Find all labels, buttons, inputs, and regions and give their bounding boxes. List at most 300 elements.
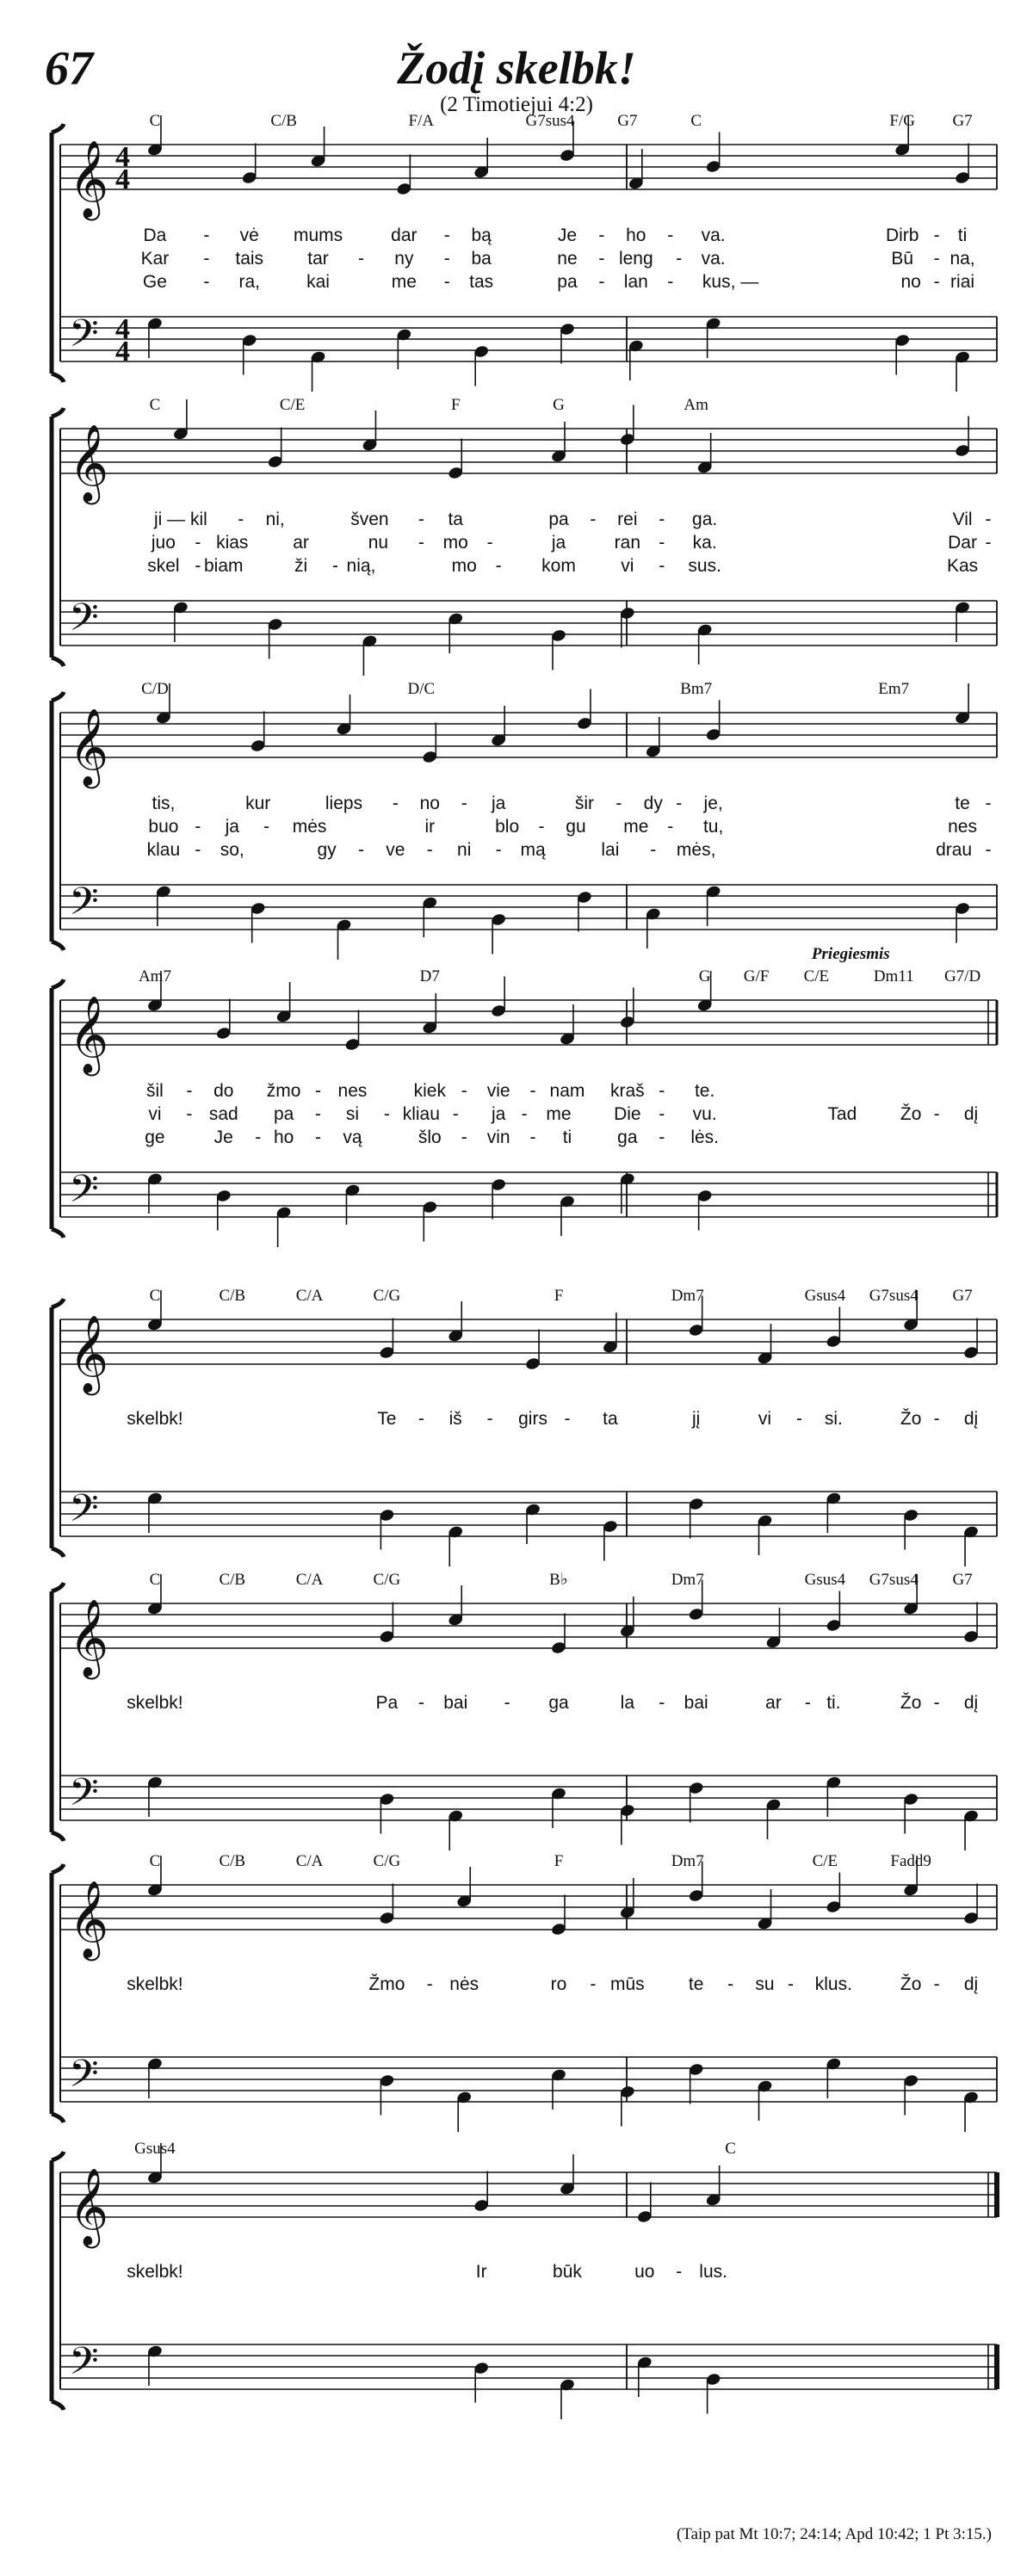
lyric-syllable: - <box>933 1409 940 1429</box>
lyric-syllable: - <box>186 1104 193 1124</box>
lyric-syllable: ge <box>145 1127 165 1147</box>
lyric-syllable: me <box>391 272 417 292</box>
lyric-syllable: - <box>186 1081 193 1101</box>
lyric-syllable: mės, <box>676 840 716 860</box>
lyric-syllable: juo <box>151 533 176 553</box>
lyric-syllable: - <box>315 1081 322 1101</box>
lyric-syllable: bai <box>684 1693 708 1713</box>
time-signature-top: 4 <box>115 313 130 345</box>
lyric-syllable: - <box>504 1693 510 1713</box>
lyric-syllable: si <box>345 1104 360 1124</box>
chord-symbol: D7 <box>419 967 440 985</box>
lyric-syllable: te <box>688 1974 704 1994</box>
lyric-syllable: - <box>332 556 339 576</box>
lyric-syllable: dį <box>963 1409 979 1429</box>
chord-symbol: Dm7 <box>671 1852 704 1870</box>
lyric-syllable: ta <box>448 510 463 529</box>
lyric-syllable: - <box>495 556 502 576</box>
lyric-syllable: ny <box>394 249 414 269</box>
chord-symbol: Am <box>684 396 708 414</box>
chord-symbol: C/D <box>141 680 169 698</box>
lyric-syllable: - <box>650 840 657 860</box>
lyric-syllable: - <box>933 225 940 245</box>
lyric-syllable: tas <box>469 272 494 292</box>
lyric-syllable: - <box>315 1104 322 1124</box>
lyric-syllable: ga <box>548 1693 569 1713</box>
lyric-syllable: ra, <box>238 272 260 292</box>
lyric-syllable: kom <box>541 556 576 576</box>
lyric-syllable: pa <box>557 272 578 292</box>
lyric-syllable: vė <box>239 225 259 245</box>
chord-symbol: Am7 <box>138 967 171 985</box>
lyric-syllable: - <box>418 1693 424 1713</box>
lyric-syllable: - <box>676 794 683 813</box>
lyric-syllable: ja <box>551 533 566 553</box>
chord-symbol: G7 <box>617 112 638 130</box>
lyric-syllable: lan <box>623 272 648 292</box>
lyric-syllable: lieps <box>325 794 363 813</box>
chord-symbol: D/C <box>407 680 436 698</box>
lyric-syllable: šlo <box>418 1127 442 1147</box>
lyric-syllable: - <box>195 533 201 553</box>
lyric-syllable: na, <box>949 249 975 269</box>
treble-clef-icon: 𝄞 <box>69 1599 109 1677</box>
lyric-syllable: - <box>495 840 502 860</box>
chord-symbol: Dm7 <box>671 1571 704 1589</box>
chord-symbol: C <box>149 1287 161 1305</box>
lyric-syllable: blo <box>495 817 520 837</box>
lyric-syllable: - <box>521 1104 528 1124</box>
lyric-syllable: mo <box>442 533 468 553</box>
lyric-syllable: nes <box>948 817 977 837</box>
chord-symbol: C <box>149 112 161 130</box>
chord-symbol: Gsus4 <box>804 1287 846 1305</box>
lyric-syllable: - <box>426 840 433 860</box>
lyric-syllable: - <box>933 249 940 269</box>
song-title: Žodį skelbk! <box>397 42 636 94</box>
chord-symbol: Gsus4 <box>804 1571 846 1589</box>
lyric-syllable: tu, <box>702 817 724 837</box>
chord-symbol: Fadd9 <box>890 1852 931 1870</box>
lyric-syllable: - <box>804 1693 811 1713</box>
related-scriptures: (Taip pat Mt 10:7; 24:14; Apd 10:42; 1 Pt 3:15.) <box>676 2525 992 2543</box>
lyric-syllable: - <box>443 249 450 269</box>
lyric-syllable: vi <box>148 1104 162 1124</box>
lyric-syllable: ho <box>626 225 646 245</box>
lyric-syllable: - <box>195 840 201 860</box>
staff-system <box>52 1287 997 1566</box>
lyric-syllable: - <box>667 225 674 245</box>
chord-symbol: Bm7 <box>680 680 713 698</box>
staff-system <box>52 1852 997 2132</box>
lyric-syllable: nią, <box>346 556 376 576</box>
lyric-syllable: - <box>461 794 467 813</box>
lyric-syllable: - <box>659 1127 665 1147</box>
lyric-syllable: me <box>546 1104 572 1124</box>
lyric-syllable: - <box>392 794 399 813</box>
system-bracket <box>52 979 64 1238</box>
lyric-syllable: - <box>357 840 364 860</box>
lyric-syllable: - <box>676 2262 683 2282</box>
lyric-syllable: te. <box>694 1081 715 1101</box>
lyric-syllable: Je <box>557 225 578 245</box>
lyric-syllable: Žmo <box>368 1974 405 1994</box>
treble-clef-icon: 𝄞 <box>69 2168 109 2246</box>
treble-clef-icon: 𝄞 <box>69 1315 109 1393</box>
lyric-syllable: - <box>426 1974 433 1994</box>
lyric-syllable: te <box>955 794 970 813</box>
lyric-syllable: mą <box>520 840 546 860</box>
lyric-syllable: Ir <box>475 2262 487 2282</box>
lyric-syllable: leng <box>618 249 653 269</box>
lyric-syllable: Kar <box>140 249 170 269</box>
lyric-syllable: - <box>985 533 992 553</box>
lyric-syllable: biam <box>204 556 244 576</box>
lyric-syllable: si. <box>824 1409 843 1429</box>
lyric-syllable: Žo <box>900 1409 922 1429</box>
song-number: 67 <box>45 42 93 96</box>
chord-symbol: G7sus4 <box>525 112 575 130</box>
section-marker: Priegiesmis <box>811 945 890 963</box>
lyric-syllable: - <box>659 1104 665 1124</box>
lyric-syllable: tar <box>307 249 329 269</box>
chord-symbol: C/B <box>270 112 297 130</box>
lyric-syllable: mūs <box>609 1974 645 1994</box>
lyric-syllable: ga <box>617 1127 638 1147</box>
chord-symbol: C/E <box>279 396 306 414</box>
lyric-syllable: - <box>263 817 270 837</box>
lyric-syllable: vin <box>486 1127 510 1147</box>
lyric-syllable: ži <box>294 556 308 576</box>
lyric-syllable: rei <box>617 510 638 529</box>
lyric-syllable: - <box>203 249 210 269</box>
lyric-syllable: Žo <box>900 1974 922 1994</box>
staff-system <box>52 945 997 1247</box>
chord-symbol: G7/D <box>943 967 981 985</box>
lyric-syllable: nes <box>337 1081 368 1101</box>
lyric-syllable: šir <box>574 794 595 813</box>
lyric-syllable: dar <box>391 225 418 245</box>
lyric-syllable: - <box>529 1127 536 1147</box>
lyric-syllable: bai <box>443 1693 468 1713</box>
lyric-syllable: - <box>590 1974 597 1994</box>
lyric-syllable: Je <box>213 1127 233 1147</box>
lyric-syllable: riai <box>950 272 975 292</box>
chord-symbol: Dm11 <box>873 967 914 985</box>
lyric-syllable: bą <box>471 225 492 245</box>
lyric-syllable: kraš <box>609 1081 645 1101</box>
lyric-syllable: - <box>598 225 605 245</box>
lyric-syllable: būk <box>553 2262 582 2282</box>
chord-symbol: G/F <box>743 967 770 985</box>
lyric-syllable: - <box>590 510 597 529</box>
lyric-syllable: iš <box>448 1409 462 1429</box>
lyric-syllable: la <box>620 1693 635 1713</box>
lyric-syllable: skelbk! <box>127 2262 183 2282</box>
lyric-syllable: - <box>195 556 201 576</box>
lyric-syllable: Pa <box>375 1693 399 1713</box>
lyric-syllable: - <box>598 272 605 292</box>
lyric-syllable: ja <box>225 817 239 837</box>
lyric-syllable: - <box>443 272 450 292</box>
lyric-syllable: Kas <box>946 556 979 576</box>
lyric-syllable: - <box>598 249 605 269</box>
bass-clef-icon: 𝄢 <box>69 2051 99 2105</box>
lyric-syllable: - <box>529 1081 536 1101</box>
lyric-syllable: kur <box>245 794 271 813</box>
treble-clef-icon: 𝄞 <box>69 996 109 1073</box>
lyric-syllable: vi <box>758 1409 772 1429</box>
lyric-syllable: Vil <box>952 510 973 529</box>
chord-symbol: C <box>149 396 161 414</box>
lyric-syllable: - <box>659 556 665 576</box>
bass-clef-icon: 𝄢 <box>69 1166 99 1220</box>
lyric-syllable: Die <box>614 1104 641 1124</box>
bass-clef-icon: 𝄢 <box>69 879 99 933</box>
chord-symbol: G7 <box>952 112 973 130</box>
lyric-syllable: - <box>203 225 210 245</box>
chord-symbol: C/A <box>295 1852 324 1870</box>
lyric-syllable: gu <box>566 817 586 837</box>
lyric-syllable: žmo <box>266 1081 301 1101</box>
lyric-syllable: ne <box>557 249 578 269</box>
lyric-syllable: šil <box>146 1081 164 1101</box>
chord-symbol: C/G <box>373 1852 401 1870</box>
lyric-syllable: Ge <box>142 272 167 292</box>
lyric-syllable: ir <box>424 817 436 837</box>
lyric-syllable: - <box>538 817 545 837</box>
chord-symbol: C/B <box>219 1287 246 1305</box>
chord-symbol: C/B <box>219 1571 246 1589</box>
lyric-syllable: - <box>315 1127 322 1147</box>
lyric-syllable: - <box>667 272 674 292</box>
chord-symbol: F/A <box>408 112 435 130</box>
treble-clef-icon: 𝄞 <box>69 1881 109 1958</box>
chord-symbol: C/B <box>219 1852 246 1870</box>
bass-clef-icon: 𝄢 <box>69 2338 99 2393</box>
chord-symbol: Em7 <box>878 680 910 698</box>
lyric-syllable: šven <box>350 510 389 529</box>
lyric-syllable: skelbk! <box>127 1974 183 1994</box>
staff-system <box>52 396 997 676</box>
lyric-syllable: kias <box>216 533 249 553</box>
lyric-syllable: - <box>255 1127 262 1147</box>
scripture-reference: (2 Timotiejui 4:2) <box>440 93 593 116</box>
lyric-syllable: ga. <box>692 510 718 529</box>
lyric-syllable: - <box>486 533 493 553</box>
lyric-syllable: - <box>418 533 424 553</box>
lyric-syllable: ni <box>457 840 472 860</box>
lyric-syllable: - <box>383 1104 390 1124</box>
lyric-syllable: mės <box>292 817 327 837</box>
lyric-syllable: - <box>933 1693 940 1713</box>
lyric-syllable: ta <box>603 1409 618 1429</box>
lyric-syllable: jį <box>692 1409 701 1429</box>
lyric-syllable: Žo <box>900 1693 922 1713</box>
lyric-syllable: do <box>213 1081 234 1101</box>
chord-symbol: C/A <box>295 1571 324 1589</box>
lyric-syllable: Žo <box>900 1104 922 1124</box>
chord-symbol: C <box>149 1571 161 1589</box>
lyric-syllable: - <box>727 1974 734 1994</box>
lyric-syllable: Bū <box>891 249 914 269</box>
treble-clef-icon: 𝄞 <box>69 708 109 786</box>
staff-system <box>52 112 997 392</box>
lyric-syllable: - <box>676 249 683 269</box>
lyric-syllable: ar <box>293 533 309 553</box>
lyric-syllable: - <box>357 249 364 269</box>
lyric-syllable: va. <box>701 225 726 245</box>
lyric-syllable: ti <box>957 225 968 245</box>
chord-symbol: G7 <box>952 1287 973 1305</box>
lyric-syllable: uo <box>634 2262 655 2282</box>
lyric-syllable: ba <box>471 249 492 269</box>
lyric-syllable: - <box>443 225 450 245</box>
lyric-syllable: - <box>659 1693 665 1713</box>
staff-system <box>52 680 997 960</box>
lyric-syllable: - <box>203 272 210 292</box>
chord-symbol: C/G <box>373 1571 401 1589</box>
system-bracket <box>52 124 64 382</box>
lyric-syllable: - <box>418 510 424 529</box>
staff-system <box>52 1571 997 1850</box>
lyric-syllable: dį <box>963 1693 979 1713</box>
lyric-syllable: ro <box>550 1974 567 1994</box>
lyric-syllable: dį <box>963 1974 979 1994</box>
lyric-syllable: je, <box>703 794 723 813</box>
chord-symbol: C <box>725 2140 736 2158</box>
lyric-syllable: kus, — <box>702 272 759 292</box>
lyric-syllable: pa <box>273 1104 294 1124</box>
system-bracket <box>52 1864 64 2122</box>
lyric-syllable: - <box>933 1974 940 1994</box>
lyric-syllable: buo <box>148 817 179 837</box>
lyric-syllable: so, <box>220 840 244 860</box>
lyric-syllable: me <box>623 817 649 837</box>
chord-symbol: G <box>698 967 711 985</box>
bass-clef-icon: 𝄢 <box>69 1486 99 1540</box>
lyric-syllable: klus. <box>814 1974 852 1994</box>
lyric-syllable: kai <box>306 272 330 292</box>
lyric-syllable: - <box>452 1104 459 1124</box>
lyric-syllable: pa <box>548 510 569 529</box>
chord-symbol: G <box>553 396 565 414</box>
chord-symbol: C <box>149 1852 161 1870</box>
lyric-syllable: mums <box>293 225 343 245</box>
chord-symbol: F <box>554 1287 564 1305</box>
lyric-syllable: ja <box>491 1104 506 1124</box>
chord-symbol: G7sus4 <box>869 1571 919 1589</box>
lyric-syllable: skelbk! <box>127 1693 183 1713</box>
lyric-syllable: - <box>195 817 201 837</box>
lyric-syllable: su <box>755 1974 775 1994</box>
chord-symbol: F <box>554 1852 564 1870</box>
lyric-syllable: - <box>933 272 940 292</box>
lyric-syllable: Tad <box>827 1104 857 1124</box>
lyric-syllable: - <box>985 840 992 860</box>
chord-symbol: C/E <box>803 967 830 985</box>
bass-clef-icon: 𝄢 <box>69 311 99 365</box>
lyric-syllable: nu <box>368 533 389 553</box>
lyric-syllable: - <box>659 533 665 553</box>
lyric-syllable: - <box>933 1104 940 1124</box>
lyric-syllable: gy <box>317 840 337 860</box>
lyric-syllable: ar <box>765 1693 782 1713</box>
lyric-syllable: - <box>615 794 622 813</box>
lyric-syllable: - <box>985 510 992 529</box>
chord-symbol: C/A <box>295 1287 324 1305</box>
chord-symbol: G7 <box>952 1571 973 1589</box>
chord-symbol: C/G <box>373 1287 401 1305</box>
lyric-syllable: skelbk! <box>127 1409 183 1429</box>
lyric-syllable: nės <box>449 1974 479 1994</box>
lyric-syllable: - <box>461 1081 467 1101</box>
chord-symbol: Dm7 <box>671 1287 704 1305</box>
bass-clef-icon: 𝄢 <box>69 595 99 649</box>
lyric-syllable: ti. <box>826 1693 841 1713</box>
lyric-syllable: ran <box>614 533 641 553</box>
lyric-syllable: dy <box>643 794 663 813</box>
time-signature-top: 4 <box>115 141 130 173</box>
lyric-syllable: klau <box>146 840 181 860</box>
system-bracket <box>52 692 64 950</box>
lyric-syllable: - <box>667 817 674 837</box>
lyric-syllable: vu. <box>692 1104 717 1124</box>
lyric-syllable: Dar <box>948 533 977 553</box>
lyric-syllable: nam <box>549 1081 585 1101</box>
lyric-syllable: lai <box>601 840 620 860</box>
lyric-syllable: - <box>564 1409 571 1429</box>
lyric-syllable: girs <box>518 1409 547 1429</box>
lyric-syllable: - <box>787 1974 794 1994</box>
treble-clef-icon: 𝄞 <box>69 424 109 502</box>
lyric-syllable: kliau <box>402 1104 440 1124</box>
time-signature-bottom: 4 <box>115 164 130 195</box>
lyric-syllable: ti <box>562 1127 572 1147</box>
lyric-syllable: lės. <box>690 1127 720 1147</box>
lyric-syllable: Da <box>143 225 167 245</box>
treble-clef-icon: 𝄞 <box>69 140 109 218</box>
lyric-syllable: - <box>461 1127 467 1147</box>
chord-symbol: C <box>690 112 702 130</box>
lyric-syllable: drau <box>936 840 973 860</box>
lyric-syllable: sus. <box>688 556 721 576</box>
lyric-syllable: tais <box>235 249 264 269</box>
lyric-syllable: mo <box>451 556 477 576</box>
lyric-syllable: - <box>659 510 665 529</box>
lyric-syllable: - <box>238 510 244 529</box>
chord-symbol: F <box>450 396 461 414</box>
lyric-syllable: sad <box>208 1104 238 1124</box>
lyric-syllable: ve <box>386 840 405 860</box>
lyric-syllable: vą <box>343 1127 362 1147</box>
lyric-syllable: - <box>985 794 992 813</box>
lyric-syllable: ja <box>491 794 506 813</box>
staff-system <box>52 2140 997 2419</box>
lyric-syllable: Te <box>377 1409 397 1429</box>
time-signature-bottom: 4 <box>115 336 130 368</box>
lyric-syllable: vie <box>486 1081 510 1101</box>
lyric-syllable: va. <box>701 249 726 269</box>
system-bracket <box>52 1299 64 1557</box>
system-bracket <box>52 2152 64 2410</box>
lyric-syllable: ho <box>273 1127 294 1147</box>
lyric-syllable: tis, <box>152 794 176 813</box>
lyric-syllable: ji — kil <box>153 510 207 529</box>
bass-clef-icon: 𝄢 <box>69 1770 99 1824</box>
lyric-syllable: kiek <box>413 1081 446 1101</box>
chord-symbol: Gsus4 <box>134 2140 176 2158</box>
